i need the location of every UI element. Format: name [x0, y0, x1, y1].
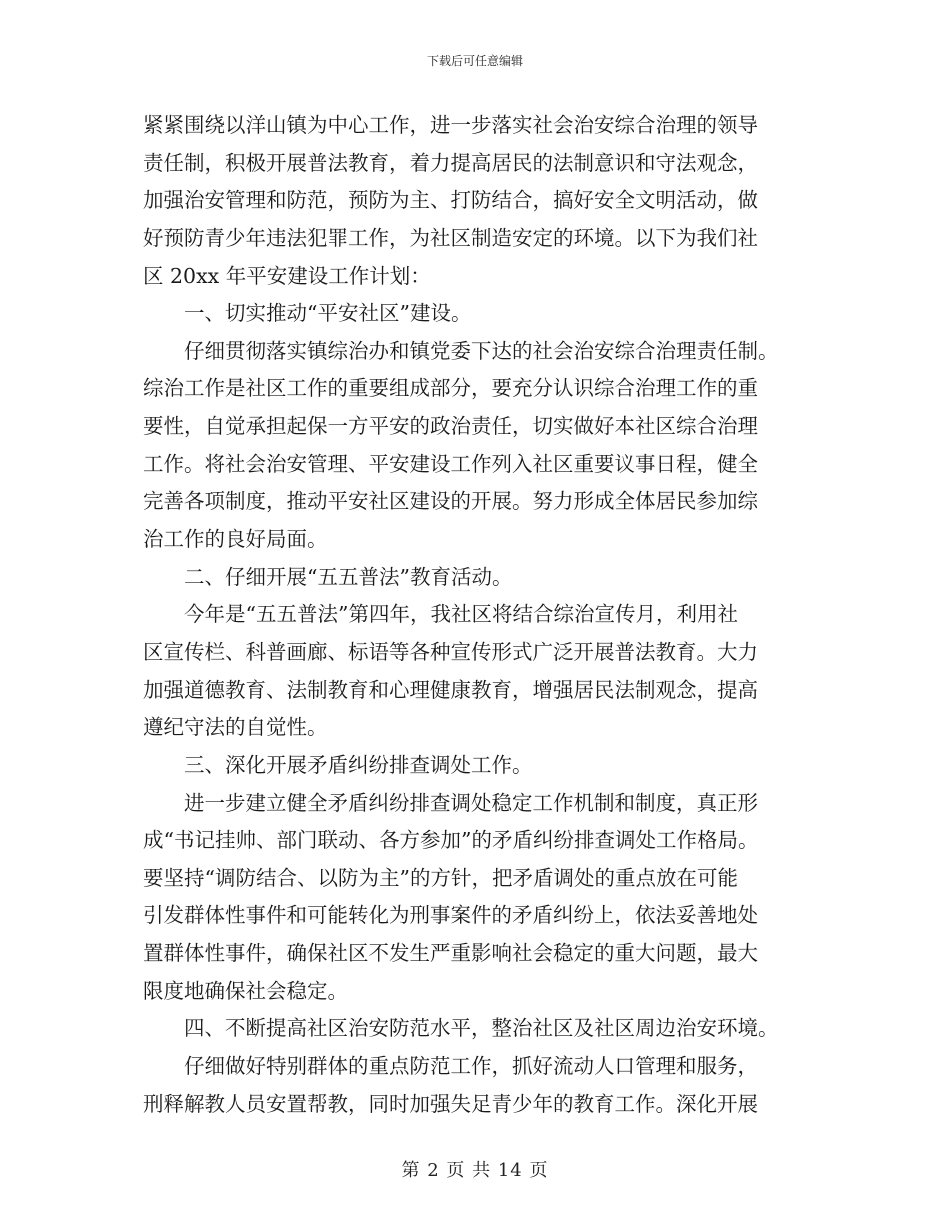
- text-line: 责任制，积极开展普法教育，着力提高居民的法制意识和守法观念，: [143, 150, 758, 175]
- text-line: 进一步建立健全矛盾纠纷排查调处稳定工作机制和制度，真正形: [184, 790, 758, 815]
- text-line: 三、深化开展矛盾纠纷排查调处工作。: [184, 752, 533, 777]
- text-line: 完善各项制度，推动平安社区建设的开展。努力形成全体居民参加综: [143, 489, 758, 514]
- text-line: 治工作的良好局面。: [143, 527, 328, 552]
- text-line: 要性，自觉承担起保一方平安的政治责任，切实做好本社区综合治理: [143, 414, 758, 439]
- text-line: 二、仔细开展“五五普法”教育活动。: [184, 564, 513, 589]
- text-line: 今年是“五五普法”第四年，我社区将结合综治宣传月，利用社: [184, 602, 738, 627]
- document-body: [143, 107, 815, 1123]
- text-line: 工作。将社会治安管理、平安建设工作列入社区重要议事日程，健全: [143, 451, 758, 476]
- text-line: 区 20xx 年平安建设工作计划：: [143, 263, 431, 288]
- text-line: 置群体性事件，确保社区不发生严重影响社会稳定的重大问题，最大: [143, 941, 758, 966]
- text-line: 综治工作是社区工作的重要组成部分，要充分认识综合治理工作的重: [143, 376, 758, 401]
- text-line: 仔细贯彻落实镇综治办和镇党委下达的社会治安综合治理责任制。: [184, 338, 779, 363]
- text-line: 限度地确保社会稳定。: [143, 978, 348, 1003]
- text-line: 要坚持“调防结合、以防为主”的方针，把矛盾调处的重点放在可能: [143, 865, 738, 890]
- text-line: 仔细做好特别群体的重点防范工作，抓好流动人口管理和服务，: [184, 1054, 758, 1079]
- page-header: 下载后可任意编辑: [426, 54, 523, 68]
- text-line: 加强道德教育、法制教育和心理健康教育，增强居民法制观念，提高: [143, 677, 758, 702]
- text-line: 一、切实推动“平安社区”建设。: [184, 301, 472, 326]
- text-line: 加强治安管理和防范，预防为主、打防结合，搞好安全文明活动，做: [143, 188, 758, 213]
- text-line: 刑释解教人员安置帮教，同时加强失足青少年的教育工作。深化开展: [143, 1091, 758, 1116]
- text-line: 引发群体性事件和可能转化为刑事案件的矛盾纠纷上，依法妥善地处: [143, 903, 758, 928]
- text-line: 遵纪守法的自觉性。: [143, 715, 328, 740]
- text-line: 区宣传栏、科普画廊、标语等各种宣传形式广泛开展普法教育。大力: [143, 639, 758, 664]
- text-line: 四、不断提高社区治安防范水平，整治社区及社区周边治安环境。: [184, 1016, 779, 1041]
- text-line: 紧紧围绕以洋山镇为中心工作，进一步落实社会治安综合治理的领导: [143, 113, 758, 137]
- text-line: 成“书记挂帅、部门联动、各方参加”的矛盾纠纷排查调处工作格局。: [143, 828, 759, 853]
- text-line: 好预防青少年违法犯罪工作，为社区制造安定的环境。以下为我们社: [143, 225, 758, 250]
- page-number-footer: 第 2 页 共 14 页: [401, 1160, 549, 1181]
